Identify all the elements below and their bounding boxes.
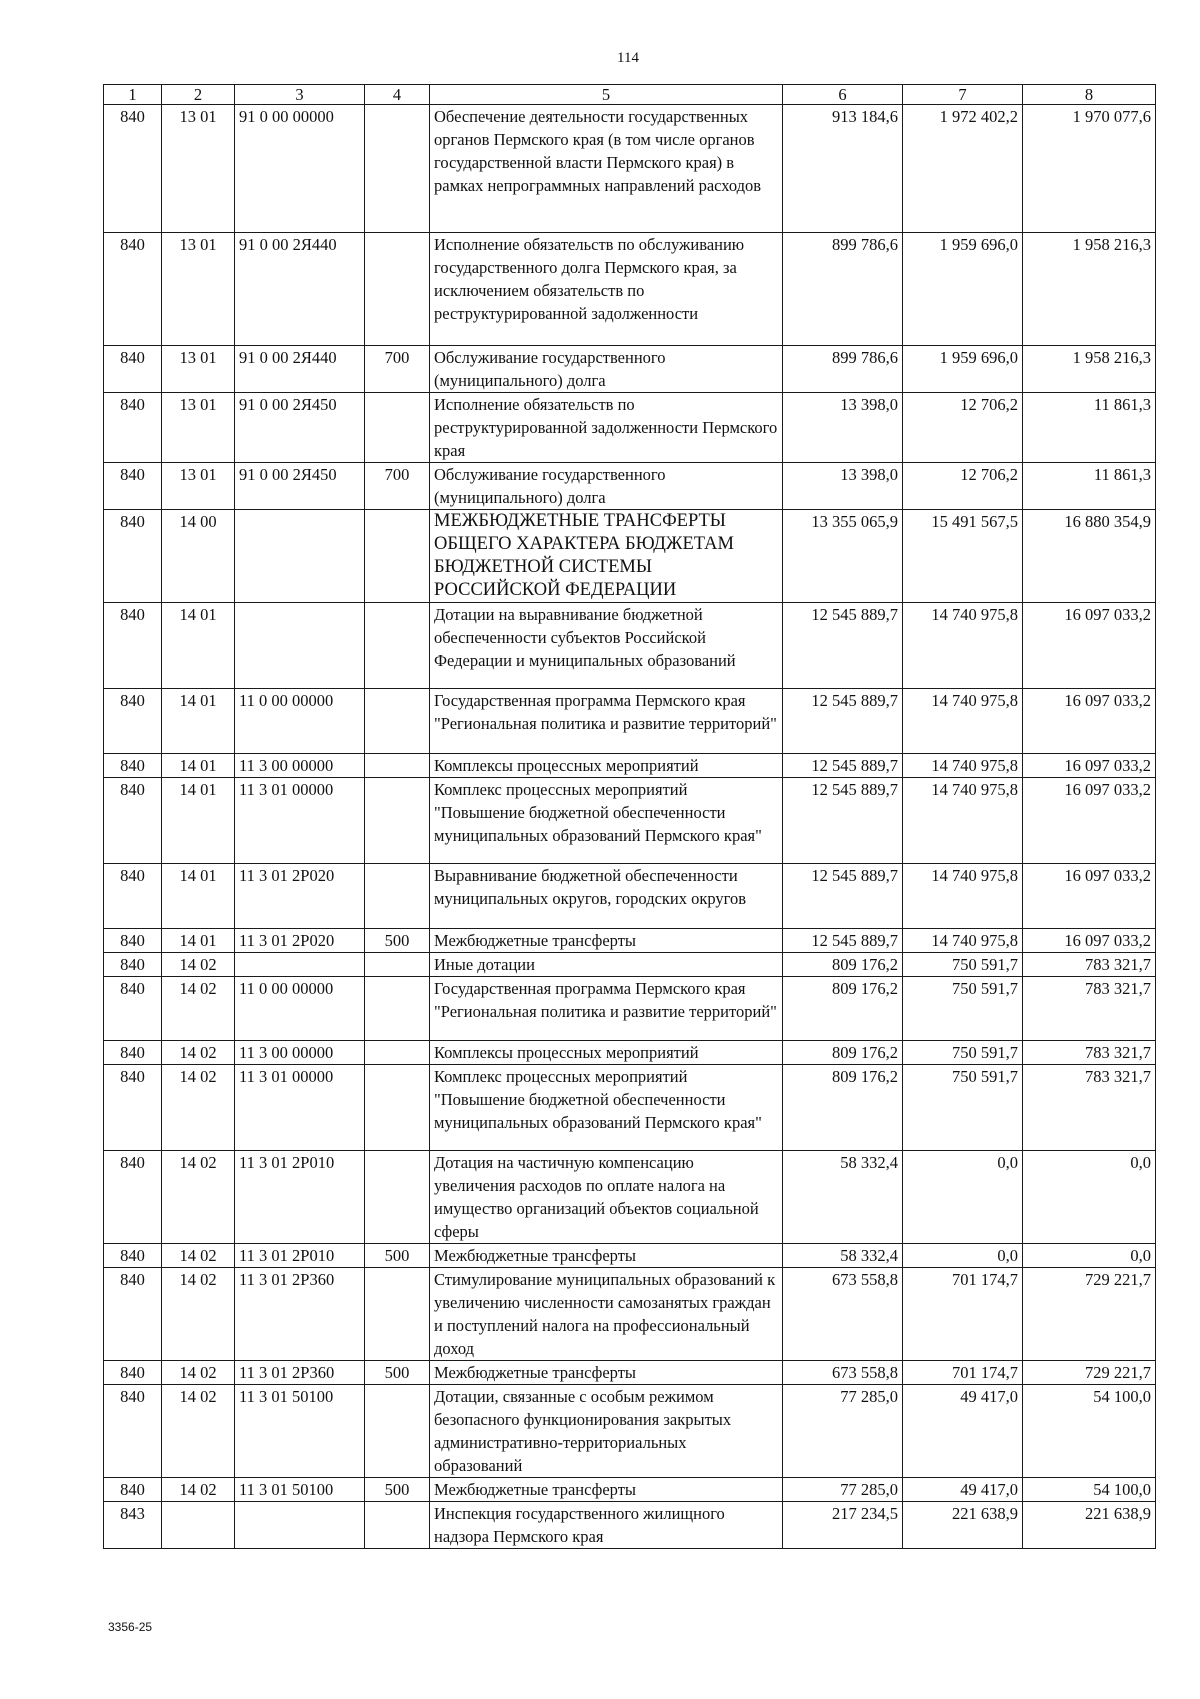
cell-col-8: 54 100,0: [1023, 1385, 1156, 1478]
cell-col-8: 783 321,7: [1023, 953, 1156, 977]
cell-col-4: [365, 1268, 430, 1361]
cell-col-3: 11 3 00 00000: [235, 1041, 365, 1065]
cell-col-6: 913 184,6: [783, 105, 903, 233]
column-header: 6: [783, 85, 903, 105]
cell-col-2: 14 02: [162, 977, 235, 1041]
table-row: [104, 1502, 1156, 1549]
table-row: [104, 864, 1156, 929]
cell-col-4: [365, 864, 430, 929]
cell-col-6: 58 332,4: [783, 1244, 903, 1268]
cell-col-1: 840: [104, 393, 162, 463]
cell-col-5: Дотация на частичную компенсацию увеличения расходов по оплате налога на имущество организаций объектов социальной сферы: [430, 1151, 783, 1244]
cell-col-7: 750 591,7: [903, 1041, 1023, 1065]
cell-col-7: 0,0: [903, 1244, 1023, 1268]
table-body: [104, 105, 1156, 1549]
cell-col-2: 14 00: [162, 510, 235, 603]
cell-col-3: 11 3 01 50100: [235, 1385, 365, 1478]
cell-col-3: 91 0 00 00000: [235, 105, 365, 233]
budget-table: [103, 84, 1156, 1549]
cell-col-4: [365, 953, 430, 977]
cell-col-3: 11 3 01 2Р360: [235, 1361, 365, 1385]
cell-col-1: 840: [104, 1244, 162, 1268]
cell-col-8: 11 861,3: [1023, 463, 1156, 510]
cell-col-6: 77 285,0: [783, 1385, 903, 1478]
cell-col-8: 1 970 077,6: [1023, 105, 1156, 233]
cell-col-3: 11 3 01 2Р020: [235, 929, 365, 953]
page-number: 114: [617, 50, 639, 66]
cell-col-4: [365, 1041, 430, 1065]
cell-col-2: 14 01: [162, 778, 235, 864]
cell-col-4: 700: [365, 346, 430, 393]
cell-col-3: 91 0 00 2Я440: [235, 233, 365, 346]
cell-col-8: 221 638,9: [1023, 1502, 1156, 1549]
cell-col-4: [365, 233, 430, 346]
cell-col-6: 809 176,2: [783, 953, 903, 977]
cell-col-4: [365, 1385, 430, 1478]
cell-col-7: 1 972 402,2: [903, 105, 1023, 233]
cell-col-1: 840: [104, 1385, 162, 1478]
cell-col-7: 49 417,0: [903, 1478, 1023, 1502]
cell-col-5: Выравнивание бюджетной обеспеченности муниципальных округов, городских округов: [430, 864, 783, 929]
cell-col-6: 12 545 889,7: [783, 754, 903, 778]
column-header: 7: [903, 85, 1023, 105]
cell-col-3: 11 0 00 00000: [235, 977, 365, 1041]
cell-col-6: 809 176,2: [783, 1065, 903, 1151]
cell-col-6: 12 545 889,7: [783, 689, 903, 754]
table-row: [104, 510, 1156, 603]
table-row: [104, 1478, 1156, 1502]
cell-col-8: 783 321,7: [1023, 1065, 1156, 1151]
cell-col-5: Межбюджетные трансферты: [430, 1244, 783, 1268]
cell-col-2: [162, 1502, 235, 1549]
cell-col-5: Стимулирование муниципальных образований к увеличению численности самозанятых граждан и поступлений налога на профессиональный доход: [430, 1268, 783, 1361]
cell-col-1: 840: [104, 1361, 162, 1385]
cell-col-6: 217 234,5: [783, 1502, 903, 1549]
cell-col-2: 14 02: [162, 1151, 235, 1244]
cell-col-2: 13 01: [162, 233, 235, 346]
cell-col-8: 16 097 033,2: [1023, 603, 1156, 689]
column-header: 5: [430, 85, 783, 105]
cell-col-6: 12 545 889,7: [783, 929, 903, 953]
cell-col-1: 840: [104, 977, 162, 1041]
cell-col-2: 14 01: [162, 929, 235, 953]
cell-col-4: [365, 1065, 430, 1151]
cell-col-1: 840: [104, 105, 162, 233]
cell-col-6: 12 545 889,7: [783, 778, 903, 864]
cell-col-6: 13 398,0: [783, 393, 903, 463]
cell-col-8: 783 321,7: [1023, 1041, 1156, 1065]
cell-col-5: Дотации, связанные с особым режимом безопасного функционирования закрытых административно-территориальных образований: [430, 1385, 783, 1478]
cell-col-1: 840: [104, 864, 162, 929]
cell-col-1: 840: [104, 1268, 162, 1361]
cell-col-2: 13 01: [162, 393, 235, 463]
table-row: [104, 1041, 1156, 1065]
cell-col-5: Комплекс процессных мероприятий "Повышение бюджетной обеспеченности муниципальных образований Пермского края": [430, 1065, 783, 1151]
table-row: [104, 603, 1156, 689]
cell-col-2: 14 02: [162, 1065, 235, 1151]
cell-col-3: 11 3 00 00000: [235, 754, 365, 778]
cell-col-2: 14 01: [162, 754, 235, 778]
cell-col-3: [235, 510, 365, 603]
cell-col-3: 91 0 00 2Я450: [235, 463, 365, 510]
cell-col-4: 500: [365, 929, 430, 953]
cell-col-6: 12 545 889,7: [783, 864, 903, 929]
cell-col-4: [365, 603, 430, 689]
column-header: 2: [162, 85, 235, 105]
cell-col-7: 701 174,7: [903, 1268, 1023, 1361]
cell-col-2: 14 02: [162, 1478, 235, 1502]
cell-col-1: 840: [104, 929, 162, 953]
document-code: 3356-25: [108, 1620, 153, 1634]
cell-col-2: 13 01: [162, 346, 235, 393]
cell-col-5: Обеспечение деятельности государственных органов Пермского края (в том числе органов государственной власти Пермского края) в рамках непрограммных направлений расходов: [430, 105, 783, 233]
cell-col-2: 14 01: [162, 603, 235, 689]
cell-col-7: 14 740 975,8: [903, 864, 1023, 929]
cell-col-4: [365, 1502, 430, 1549]
cell-col-1: 840: [104, 689, 162, 754]
cell-col-5: Дотации на выравнивание бюджетной обеспеченности субъектов Российской Федерации и муниципальных образований: [430, 603, 783, 689]
cell-col-7: 15 491 567,5: [903, 510, 1023, 603]
cell-col-6: 13 355 065,9: [783, 510, 903, 603]
cell-col-3: 11 3 01 00000: [235, 1065, 365, 1151]
cell-col-3: 91 0 00 2Я450: [235, 393, 365, 463]
cell-col-2: 14 01: [162, 689, 235, 754]
table-row: [104, 977, 1156, 1041]
cell-col-3: [235, 1502, 365, 1549]
cell-col-1: 840: [104, 778, 162, 864]
cell-col-5: Исполнение обязательств по реструктурированной задолженности Пермского края: [430, 393, 783, 463]
cell-col-1: 840: [104, 603, 162, 689]
table-row: [104, 929, 1156, 953]
cell-col-1: 840: [104, 510, 162, 603]
cell-col-3: 11 3 01 2Р010: [235, 1244, 365, 1268]
cell-col-4: [365, 689, 430, 754]
cell-col-5: МЕЖБЮДЖЕТНЫЕ ТРАНСФЕРТЫ ОБЩЕГО ХАРАКТЕРА БЮДЖЕТАМ БЮДЖЕТНОЙ СИСТЕМЫ РОССИЙСКОЙ ФЕДЕРАЦИИ: [430, 510, 783, 603]
cell-col-4: [365, 510, 430, 603]
column-header: 3: [235, 85, 365, 105]
cell-col-7: 12 706,2: [903, 393, 1023, 463]
cell-col-5: Исполнение обязательств по обслуживанию государственного долга Пермского края, за исключением обязательств по реструктурированной задолженности: [430, 233, 783, 346]
cell-col-7: 750 591,7: [903, 953, 1023, 977]
cell-col-1: 840: [104, 953, 162, 977]
table-row: [104, 1385, 1156, 1478]
cell-col-5: Комплексы процессных мероприятий: [430, 1041, 783, 1065]
cell-col-3: [235, 603, 365, 689]
cell-col-2: 14 02: [162, 1244, 235, 1268]
cell-col-6: 673 558,8: [783, 1361, 903, 1385]
cell-col-7: 14 740 975,8: [903, 603, 1023, 689]
cell-col-2: 14 02: [162, 1268, 235, 1361]
cell-col-2: 14 02: [162, 1385, 235, 1478]
cell-col-1: 840: [104, 1478, 162, 1502]
cell-col-6: 58 332,4: [783, 1151, 903, 1244]
header-row: [104, 85, 1156, 105]
cell-col-1: 840: [104, 1151, 162, 1244]
cell-col-1: 843: [104, 1502, 162, 1549]
cell-col-5: Комплекс процессных мероприятий "Повышение бюджетной обеспеченности муниципальных образований Пермского края": [430, 778, 783, 864]
cell-col-4: [365, 393, 430, 463]
table-row: [104, 346, 1156, 393]
cell-col-8: 16 097 033,2: [1023, 754, 1156, 778]
cell-col-8: 1 958 216,3: [1023, 346, 1156, 393]
table-row: [104, 754, 1156, 778]
cell-col-8: 16 880 354,9: [1023, 510, 1156, 603]
table-row: [104, 689, 1156, 754]
table-row: [104, 233, 1156, 346]
cell-col-1: 840: [104, 233, 162, 346]
table-row: [104, 1065, 1156, 1151]
cell-col-2: 13 01: [162, 105, 235, 233]
cell-col-4: [365, 778, 430, 864]
cell-col-3: 11 3 01 2Р360: [235, 1268, 365, 1361]
cell-col-8: 54 100,0: [1023, 1478, 1156, 1502]
cell-col-1: 840: [104, 346, 162, 393]
cell-col-5: Обслуживание государственного (муниципального) долга: [430, 346, 783, 393]
cell-col-4: 500: [365, 1478, 430, 1502]
cell-col-8: 729 221,7: [1023, 1268, 1156, 1361]
table-row: [104, 1151, 1156, 1244]
cell-col-2: 14 02: [162, 1361, 235, 1385]
cell-col-5: Обслуживание государственного (муниципального) долга: [430, 463, 783, 510]
cell-col-5: Государственная программа Пермского края "Региональная политика и развитие территорий": [430, 689, 783, 754]
cell-col-6: 899 786,6: [783, 346, 903, 393]
cell-col-7: 14 740 975,8: [903, 754, 1023, 778]
cell-col-6: 809 176,2: [783, 977, 903, 1041]
cell-col-1: 840: [104, 754, 162, 778]
cell-col-7: 12 706,2: [903, 463, 1023, 510]
cell-col-8: 16 097 033,2: [1023, 778, 1156, 864]
cell-col-7: 14 740 975,8: [903, 929, 1023, 953]
cell-col-4: [365, 754, 430, 778]
cell-col-8: 11 861,3: [1023, 393, 1156, 463]
cell-col-2: 14 01: [162, 864, 235, 929]
cell-col-7: 0,0: [903, 1151, 1023, 1244]
table-row: [104, 1361, 1156, 1385]
cell-col-7: 1 959 696,0: [903, 346, 1023, 393]
table-row: [104, 393, 1156, 463]
cell-col-2: 14 02: [162, 1041, 235, 1065]
cell-col-4: 500: [365, 1244, 430, 1268]
cell-col-8: 783 321,7: [1023, 977, 1156, 1041]
cell-col-1: 840: [104, 463, 162, 510]
cell-col-4: 500: [365, 1361, 430, 1385]
cell-col-4: [365, 105, 430, 233]
cell-col-7: 750 591,7: [903, 977, 1023, 1041]
cell-col-5: Комплексы процессных мероприятий: [430, 754, 783, 778]
cell-col-7: 1 959 696,0: [903, 233, 1023, 346]
cell-col-1: 840: [104, 1065, 162, 1151]
cell-col-7: 221 638,9: [903, 1502, 1023, 1549]
column-header: 8: [1023, 85, 1156, 105]
cell-col-4: 700: [365, 463, 430, 510]
table-row: [104, 953, 1156, 977]
cell-col-5: Межбюджетные трансферты: [430, 1478, 783, 1502]
cell-col-3: 91 0 00 2Я440: [235, 346, 365, 393]
cell-col-7: 14 740 975,8: [903, 689, 1023, 754]
cell-col-5: Межбюджетные трансферты: [430, 1361, 783, 1385]
table-row: [104, 1268, 1156, 1361]
cell-col-6: 77 285,0: [783, 1478, 903, 1502]
cell-col-6: 13 398,0: [783, 463, 903, 510]
cell-col-8: 16 097 033,2: [1023, 689, 1156, 754]
cell-col-6: 673 558,8: [783, 1268, 903, 1361]
cell-col-6: 809 176,2: [783, 1041, 903, 1065]
column-header: 1: [104, 85, 162, 105]
table-row: [104, 105, 1156, 233]
cell-col-5: Государственная программа Пермского края "Региональная политика и развитие территорий": [430, 977, 783, 1041]
cell-col-7: 750 591,7: [903, 1065, 1023, 1151]
cell-col-3: 11 0 00 00000: [235, 689, 365, 754]
cell-col-2: 13 01: [162, 463, 235, 510]
cell-col-8: 729 221,7: [1023, 1361, 1156, 1385]
cell-col-3: 11 3 01 2Р010: [235, 1151, 365, 1244]
column-header: 4: [365, 85, 430, 105]
cell-col-3: 11 3 01 00000: [235, 778, 365, 864]
cell-col-5: Межбюджетные трансферты: [430, 929, 783, 953]
cell-col-8: 0,0: [1023, 1244, 1156, 1268]
table-row: [104, 778, 1156, 864]
cell-col-7: 14 740 975,8: [903, 778, 1023, 864]
cell-col-3: 11 3 01 50100: [235, 1478, 365, 1502]
cell-col-3: [235, 953, 365, 977]
cell-col-7: 701 174,7: [903, 1361, 1023, 1385]
cell-col-6: 899 786,6: [783, 233, 903, 346]
cell-col-3: 11 3 01 2Р020: [235, 864, 365, 929]
cell-col-1: 840: [104, 1041, 162, 1065]
cell-col-8: 16 097 033,2: [1023, 929, 1156, 953]
cell-col-2: 14 02: [162, 953, 235, 977]
cell-col-8: 1 958 216,3: [1023, 233, 1156, 346]
cell-col-5: Инспекция государственного жилищного надзора Пермского края: [430, 1502, 783, 1549]
table-row: [104, 463, 1156, 510]
cell-col-8: 16 097 033,2: [1023, 864, 1156, 929]
cell-col-8: 0,0: [1023, 1151, 1156, 1244]
cell-col-4: [365, 1151, 430, 1244]
cell-col-5: Иные дотации: [430, 953, 783, 977]
cell-col-7: 49 417,0: [903, 1385, 1023, 1478]
table-row: [104, 1244, 1156, 1268]
cell-col-6: 12 545 889,7: [783, 603, 903, 689]
cell-col-4: [365, 977, 430, 1041]
